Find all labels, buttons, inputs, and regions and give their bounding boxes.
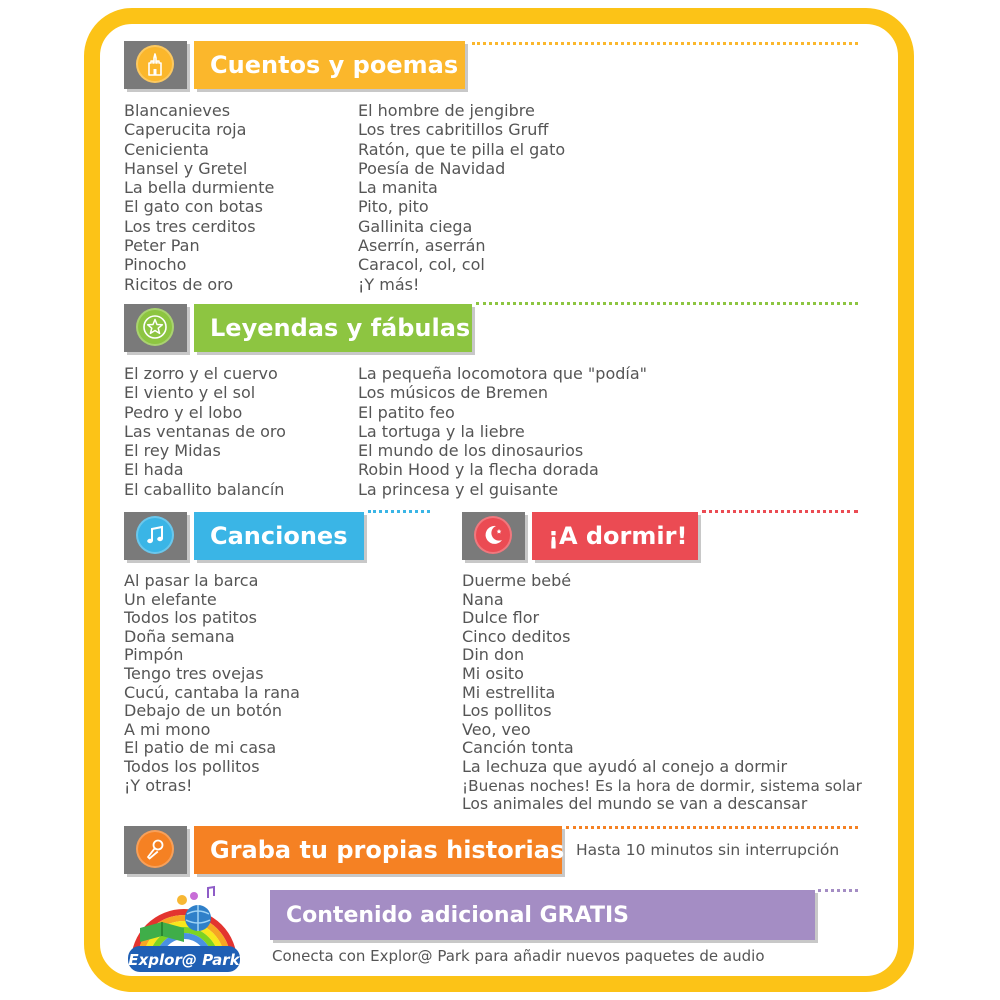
section-header-cuentos [124, 41, 469, 89]
logo-text: Explor@ Park [128, 951, 240, 969]
list-item: Pedro y el lobo [124, 402, 243, 422]
list-item: Gallinita ciega [358, 216, 473, 236]
list-item: Dulce flor [462, 608, 540, 628]
list-item: La bella durmiente [124, 178, 275, 198]
section-header-contenido [270, 890, 815, 940]
list-item: Los animales del mundo se van a descansar [462, 795, 808, 814]
list-item: ¡Y más! [358, 274, 420, 294]
divider-dots [818, 889, 858, 892]
divider-dots [476, 302, 858, 305]
divider-dots [472, 42, 858, 45]
list-item: Pinocho [124, 255, 187, 275]
list-item: Cucú, cantaba la rana [124, 682, 300, 702]
list-item: La lechuza que ayudó al conejo a dormir [462, 756, 788, 776]
recording-note: Hasta 10 minutos sin interrupción [576, 841, 840, 859]
list-item: Todos los pollitos [124, 756, 260, 776]
list-item: Nana [462, 589, 504, 609]
list-item: Debajo de un botón [124, 701, 283, 721]
section-header-graba [124, 826, 564, 874]
section-title: ¡A dormir! [532, 512, 698, 560]
list-item: Cinco deditos [462, 626, 571, 646]
castle-icon [136, 45, 174, 83]
list-item: El mundo de los dinosaurios [358, 441, 584, 461]
list-item: El patio de mi casa [124, 738, 277, 758]
list-item: Todos los patitos [124, 608, 257, 628]
microphone-icon [136, 830, 174, 868]
list-item: Veo, veo [462, 719, 531, 739]
list-item: La manita [358, 178, 438, 198]
list-item: Ricitos de oro [124, 274, 234, 294]
list-item: La pequeña locomotora que "podía" [358, 364, 647, 383]
section-header-leyendas [124, 304, 474, 352]
list-item: El caballito balancín [124, 479, 285, 499]
list-item: Peter Pan [124, 236, 200, 256]
list-item: Tengo tres ovejas [124, 663, 264, 683]
list-item: Los músicos de Bremen [358, 383, 549, 403]
music-note-icon [136, 516, 174, 554]
list-item: Cenicienta [124, 139, 209, 159]
icon-box [124, 304, 187, 352]
list-item: El hada [124, 460, 184, 480]
list-cuentos-col1 [124, 101, 274, 294]
list-item: La tortuga y la liebre [358, 421, 525, 441]
list-item: Duerme bebé [462, 571, 572, 590]
list-item: Las ventanas de oro [124, 421, 286, 441]
star-icon [136, 308, 174, 346]
list-item: Robin Hood y la flecha dorada [358, 460, 599, 480]
list-dormir [462, 572, 862, 814]
icon-box [124, 826, 187, 874]
list-leyendas-col2 [358, 364, 647, 499]
list-item: Los tres cerditos [124, 216, 256, 236]
section-title: Canciones [194, 512, 364, 560]
icon-box [124, 41, 187, 89]
list-cuentos-col2 [358, 101, 565, 294]
list-item: El zorro y el cuervo [124, 364, 278, 383]
section-header-canciones [124, 512, 366, 560]
list-canciones [124, 572, 300, 795]
divider-dots [702, 510, 858, 513]
section-title: Graba tu propias historias [194, 826, 562, 874]
list-item: El viento y el sol [124, 383, 256, 403]
explora-park-logo [124, 884, 244, 984]
list-item: Los tres cabritillos Gruff [358, 120, 549, 140]
list-leyendas-col1 [124, 364, 286, 499]
section-title: Contenido adicional GRATIS [286, 902, 629, 928]
list-item: El hombre de jengibre [358, 101, 535, 120]
list-item: Poesía de Navidad [358, 158, 506, 178]
list-item: A mi mono [124, 719, 211, 739]
section-title: Leyendas y fábulas [194, 304, 472, 352]
divider-dots [566, 826, 858, 829]
list-item: El rey Midas [124, 441, 221, 461]
list-item: ¡Buenas noches! Es la hora de dormir, sistema solar [462, 776, 862, 795]
list-item: Mi osito [462, 663, 524, 683]
list-item: Blancanieves [124, 101, 231, 120]
list-item: Ratón, que te pilla el gato [358, 139, 566, 159]
list-item: Canción tonta [462, 738, 574, 758]
list-item: Din don [462, 645, 525, 665]
list-item: Hansel y Gretel [124, 158, 248, 178]
list-item: Caperucita roja [124, 120, 247, 140]
list-item: La princesa y el guisante [358, 479, 559, 499]
list-item: ¡Y otras! [124, 775, 193, 795]
icon-box [462, 512, 525, 560]
list-item: El gato con botas [124, 197, 263, 217]
list-item: Pimpón [124, 645, 184, 665]
list-item: Mi estrellita [462, 682, 556, 702]
list-item: Pito, pito [358, 197, 429, 217]
list-item: El patito feo [358, 402, 455, 422]
list-item: Caracol, col, col [358, 255, 485, 275]
list-item: Doña semana [124, 626, 235, 646]
divider-dots [368, 510, 430, 513]
list-item: Un elefante [124, 589, 217, 609]
section-header-dormir [462, 512, 700, 560]
icon-box [124, 512, 187, 560]
list-item: Al pasar la barca [124, 571, 259, 590]
contenido-note: Conecta con Explor@ Park para añadir nuevos paquetes de audio [272, 947, 765, 965]
moon-icon [474, 516, 512, 554]
section-title: Cuentos y poemas [194, 41, 465, 89]
list-item: Los pollitos [462, 701, 552, 721]
list-item: Aserrín, aserrán [358, 236, 486, 256]
